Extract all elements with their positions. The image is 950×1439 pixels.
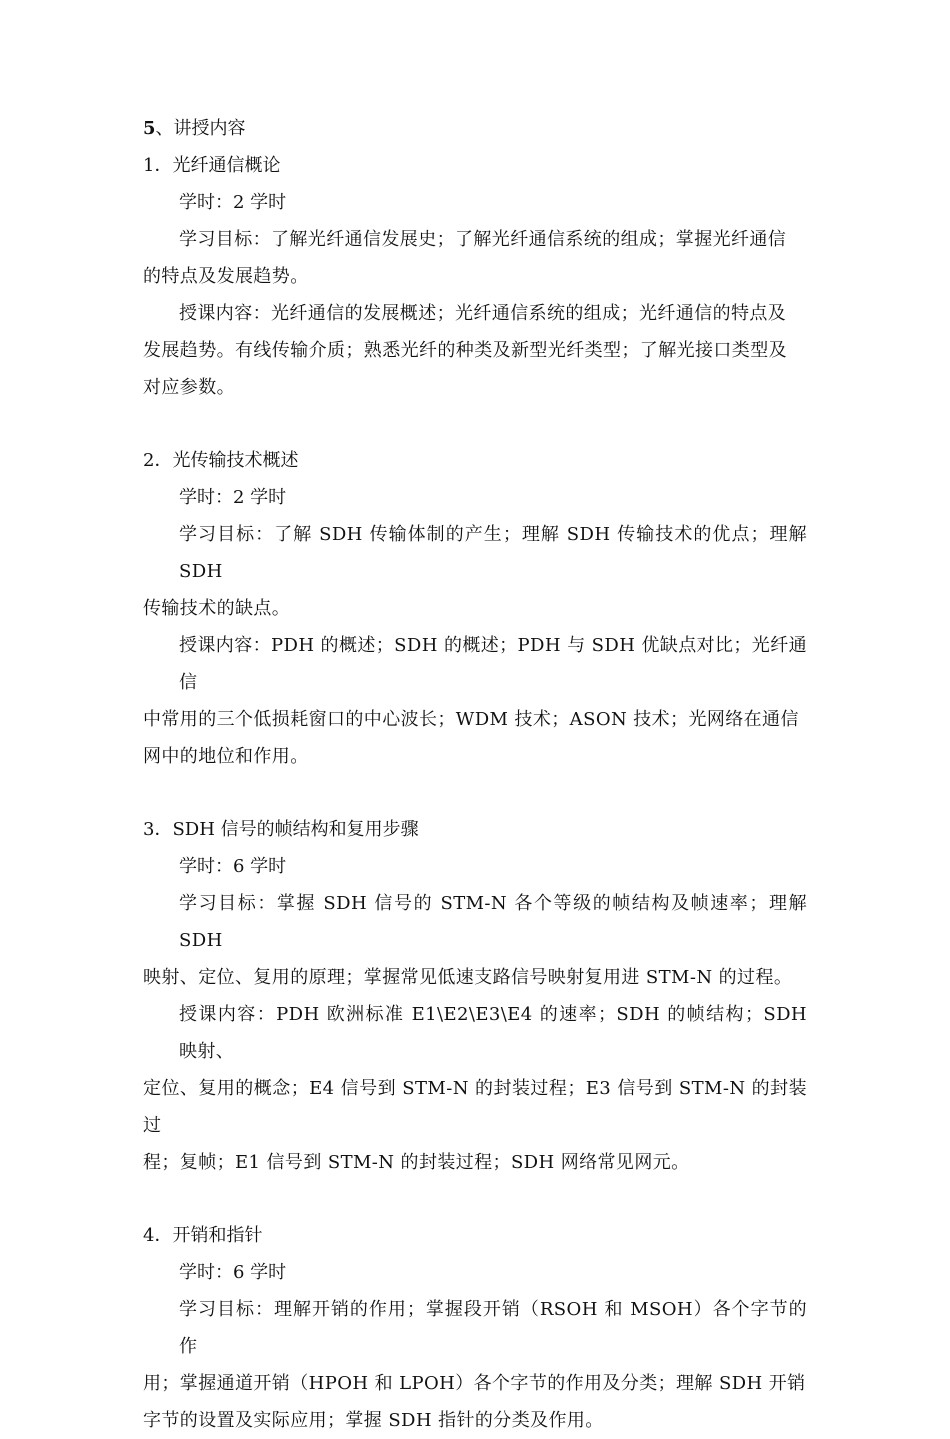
content-line: 授课内容：PDH 欧洲标准 E1\E2\E3\E4 的速率；SDH 的帧结构；SDH 映射、 — [179, 1004, 807, 1062]
module-1 — [143, 147, 807, 406]
content-line: 授课内容：PDH 的概述；SDH 的概述；PDH 与 SDH 优缺点对比；光纤通信 — [179, 635, 808, 693]
goal-line: 学习目标：掌握 SDH 信号的 STM-N 各个等级的帧结构及帧速率；理解 SDH — [179, 893, 807, 951]
section-number: 5 — [143, 118, 156, 139]
module-hours: 学时：6 学时 — [179, 1262, 287, 1283]
goal-line: 的特点及发展趋势。 — [143, 266, 309, 287]
document-page — [143, 110, 807, 1439]
content-line: 程；复帧；E1 信号到 STM-N 的封装过程；SDH 网络常见网元。 — [143, 1152, 690, 1173]
module-title: 3．SDH 信号的帧结构和复用步骤 — [143, 819, 419, 840]
content-line: 网中的地位和作用。 — [143, 746, 309, 767]
goal-line: 学习目标：理解开销的作用；掌握段开销（RSOH 和 MSOH）各个字节的作 — [179, 1299, 807, 1357]
goal-line: 映射、定位、复用的原理；掌握常见低速支路信号映射复用进 STM-N 的过程。 — [143, 967, 793, 988]
module-content — [143, 996, 807, 1181]
goal-line: 用；掌握通道开销（HPOH 和 LPOH）各个字节的作用及分类；理解 SDH 开销 — [143, 1373, 806, 1394]
module-goal — [143, 1291, 807, 1439]
module-content — [143, 295, 807, 406]
module-goal — [143, 516, 807, 627]
module-content — [143, 627, 807, 775]
content-line: 对应参数。 — [143, 377, 235, 398]
section-heading — [143, 110, 807, 147]
section-title: 、讲授内容 — [155, 118, 246, 139]
module-3 — [143, 811, 807, 1181]
module-goal — [143, 885, 807, 996]
content-line: 定位、复用的概念；E4 信号到 STM-N 的封装过程；E3 信号到 STM-N 的封装过 — [143, 1078, 807, 1136]
goal-line: 传输技术的缺点。 — [143, 598, 291, 619]
module-4 — [143, 1217, 807, 1439]
module-title: 4．开销和指针 — [143, 1225, 263, 1246]
module-2 — [143, 442, 807, 775]
content-line: 发展趋势。有线传输介质；熟悉光纤的种类及新型光纤类型；了解光接口类型及 — [143, 340, 787, 361]
module-hours: 学时：2 学时 — [179, 192, 287, 213]
module-title: 1．光纤通信概论 — [143, 155, 281, 176]
content-line: 中常用的三个低损耗窗口的中心波长；WDM 技术；ASON 技术；光网络在通信 — [143, 709, 799, 730]
goal-line: 字节的设置及实际应用；掌握 SDH 指针的分类及作用。 — [143, 1410, 604, 1431]
content-line: 授课内容：光纤通信的发展概述；光纤通信系统的组成；光纤通信的特点及 — [179, 303, 787, 324]
module-goal — [143, 221, 807, 295]
module-hours: 学时：6 学时 — [179, 856, 287, 877]
goal-line: 学习目标：了解光纤通信发展史；了解光纤通信系统的组成；掌握光纤通信 — [179, 229, 787, 250]
module-title: 2．光传输技术概述 — [143, 450, 299, 471]
goal-line: 学习目标：了解 SDH 传输体制的产生；理解 SDH 传输技术的优点；理解 SDH — [179, 524, 807, 582]
module-hours: 学时：2 学时 — [179, 487, 287, 508]
